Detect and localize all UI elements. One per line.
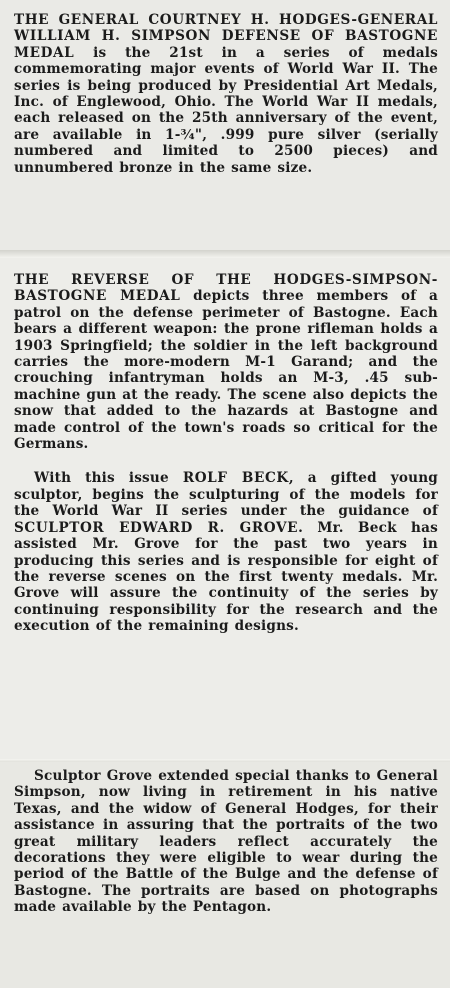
medal-description-text: is the 21st in a series of medals commemorating major events of World War II. The series is being produced by Presidential Art Medals, Inc. of Englewood, Ohio. The World War II medals, each released on the 25th anniversary of the event, are available in 1-¾", .999 pure silver (serially numbered and limited to 2500 pieces) and unnumbered bronze in the same size. (14, 44, 438, 176)
reverse-description-text: depicts three members of a patrol on the defense perimeter of Bastogne. Each bears a different weapon: the prone rifleman holds a 1903 Springfield; the soldier in the left background carries the more-modern M-1 Garand; and the crouching infantryman holds an M-3, .45 sub-machine gun at the ready. The scene also depicts the snow that added to the hazards at Bastogne and made control of the town's roads so critical for the Germans. (14, 288, 438, 453)
sculptor-name-beck: ROLF BECK (182, 470, 289, 487)
sculptor-name-grove: SCULPTOR EDWARD R. GROVE (14, 519, 299, 536)
sculptor-middle-text: , a gifted young sculptor, begins the sculpturing of the models for the World War II series under the guidance of (14, 470, 439, 520)
medal-description-section (0, 0, 450, 252)
reverse-and-sculptor-section (0, 258, 450, 762)
sculptor-paragraph (14, 470, 438, 634)
reverse-title: THE REVERSE OF THE HODGES-SIMPSON-BASTOGNE MEDAL (14, 272, 438, 305)
sculptor-intro: With this issue (34, 470, 183, 487)
section-divider (0, 250, 450, 258)
sculptor-description-text: . Mr. Beck has assisted Mr. Grove for the past two years in producing this series and is responsible for eight of the reverse scenes on the first twenty medals. Mr. Grove will assure the continuity of the series by continuing responsibility for the research and the execution of the remaining designs. (14, 519, 439, 635)
reverse-description-paragraph (14, 272, 438, 452)
thanks-section (0, 762, 450, 988)
medal-title: THE GENERAL COURTNEY H. HODGES-GENERAL WILLIAM H. SIMPSON DEFENSE OF BASTOGNE MEDAL (14, 12, 438, 61)
medal-description-paragraph (14, 12, 438, 176)
thanks-paragraph: Sculptor Grove extended special thanks to General Simpson, now living in retirement in his native Texas, and the widow of General Hodges, for their assistance in assuring that the portraits of the two great military leaders reflect accurately the decorations they were eligible to wear during the period of the Battle of the Bulge and the defense of Bastogne. The portraits are based on photographs made available by the Pentagon. (14, 768, 438, 916)
